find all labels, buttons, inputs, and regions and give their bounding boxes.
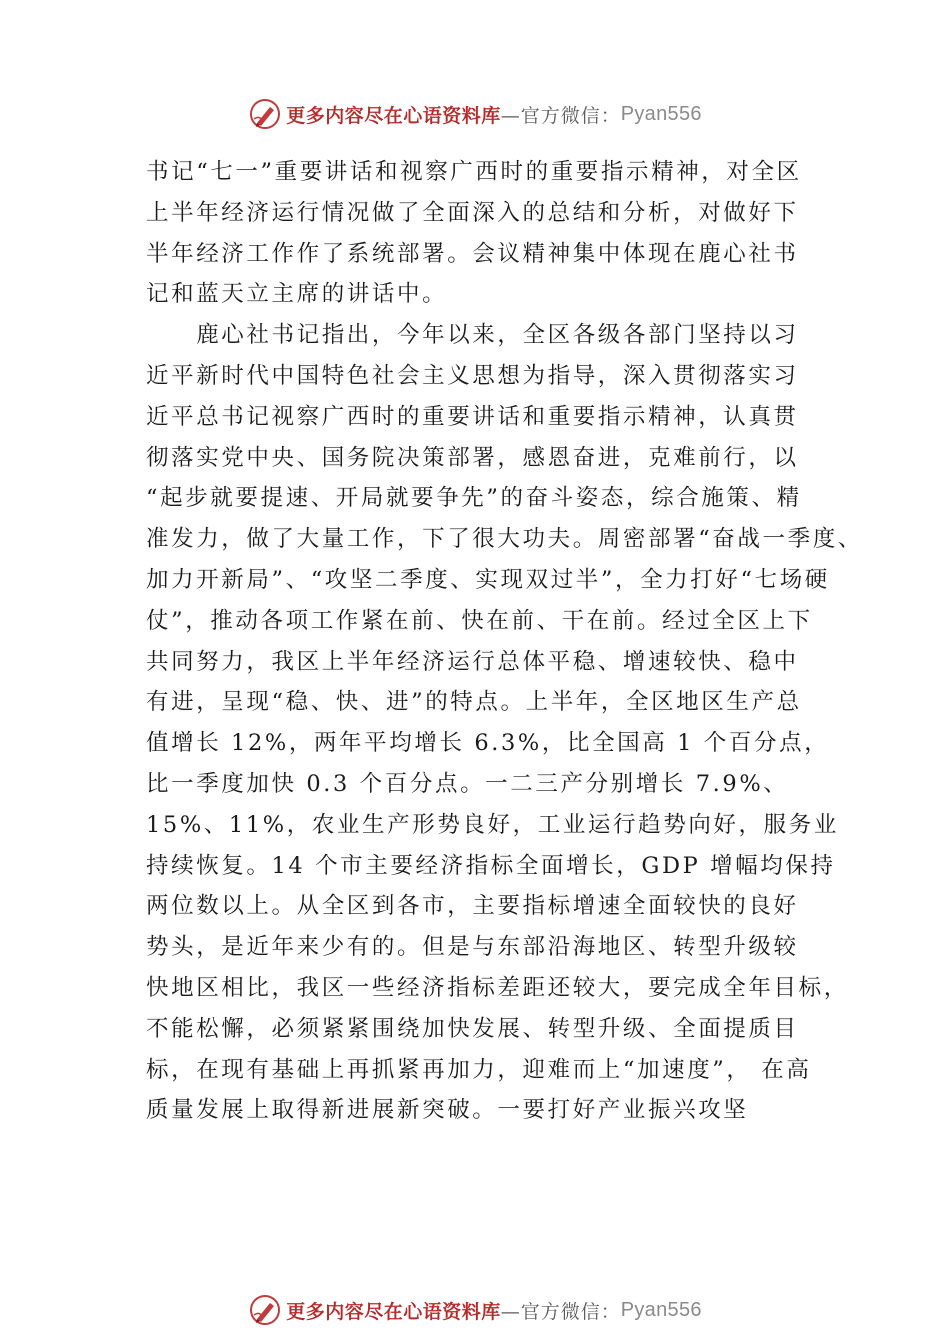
footer-official-text: —官方微信： — [500, 1300, 621, 1323]
text-line: 书记“七一”重要讲话和视察广西时的重要指示精神，对全区 — [146, 159, 802, 185]
text-line: 15%、11%，农业生产形势良好，工业运行趋势向好，服务业 — [146, 811, 839, 838]
text-line: 有进，呈现“稳、快、进”的特点。上半年，全区地区生产总 — [146, 689, 802, 716]
footer-brand-text: 更多内容尽在心语资料库 — [286, 1300, 501, 1323]
text-line: 上半年经济运行情况做了全面深入的总结和分析，对做好下 — [146, 199, 799, 226]
footer-banner — [0, 1290, 950, 1330]
text-line: 彻落实党中央、国务院决策部署，感恩奋进，克难前行，以 — [146, 444, 799, 471]
text-line: 半年经济工作作了系统部署。会议精神集中体现在鹿心社书 — [146, 240, 799, 267]
text-line: 势头，是近年来少有的。但是与东部沿海地区、转型升级较 — [146, 934, 799, 961]
text-line: 持续恢复。14 个市主要经济指标全面增长，GDP 增幅均保持 — [146, 852, 836, 879]
footer-wechat-id: Pyan556 — [620, 1298, 702, 1321]
document-body — [146, 152, 863, 1131]
text-line: 记和蓝天立主席的讲话中。 — [146, 281, 448, 308]
text-line: 近平总书记视察广西时的重要讲话和重要指示精神，认真贯 — [146, 403, 799, 430]
text-line: 不能松懈，必须紧紧围绕加快发展、转型升级、全面提质目 — [146, 1015, 799, 1042]
text-line: 值增长 12%，两年平均增长 6.3%，比全国高 1 个百分点， — [146, 730, 830, 757]
text-line: 加力开新局”、“攻坚二季度、实现双过半”，全力打好“七场硬 — [146, 566, 830, 593]
text-line: 质量发展上取得新进展新突破。一要打好产业振兴攻坚 — [146, 1097, 749, 1124]
text-line: “起步就要提速、开局就要争先”的奋斗姿态，综合施策、精 — [146, 485, 802, 512]
text-line: 比一季度加快 0.3 个百分点。一二三产分别增长 7.9%、 — [146, 770, 789, 797]
text-line: 两位数以上。从全区到各市，主要指标增速全面较快的良好 — [146, 893, 799, 920]
pen-logo-icon — [248, 1293, 282, 1327]
text-line: 共同努力，我区上半年经济运行总体平稳、增速较快、稳中 — [146, 648, 799, 675]
header-brand-text: 更多内容尽在心语资料库 — [286, 104, 501, 127]
header-official-text: —官方微信： — [500, 104, 621, 127]
header-banner — [0, 94, 950, 134]
text-line: 仗”，推动各项工作紧在前、快在前、干在前。经过全区上下 — [146, 607, 813, 634]
text-line: 快地区相比，我区一些经济指标差距还较大，要完成全年目标， — [146, 974, 849, 1001]
header-wechat-id: Pyan556 — [620, 102, 702, 125]
text-line: 准发力，做了大量工作，下了很大功夫。周密部署“奋战一季度、 — [146, 526, 863, 553]
text-line: 鹿心社书记指出，今年以来，全区各级各部门坚持以习 — [146, 322, 799, 349]
text-line: 标，在现有基础上再抓紧再加力，迎难而上“加速度”， 在高 — [146, 1056, 812, 1083]
pen-logo-icon — [248, 97, 282, 131]
text-line: 近平新时代中国特色社会主义思想为指导，深入贯彻落实习 — [146, 362, 799, 389]
